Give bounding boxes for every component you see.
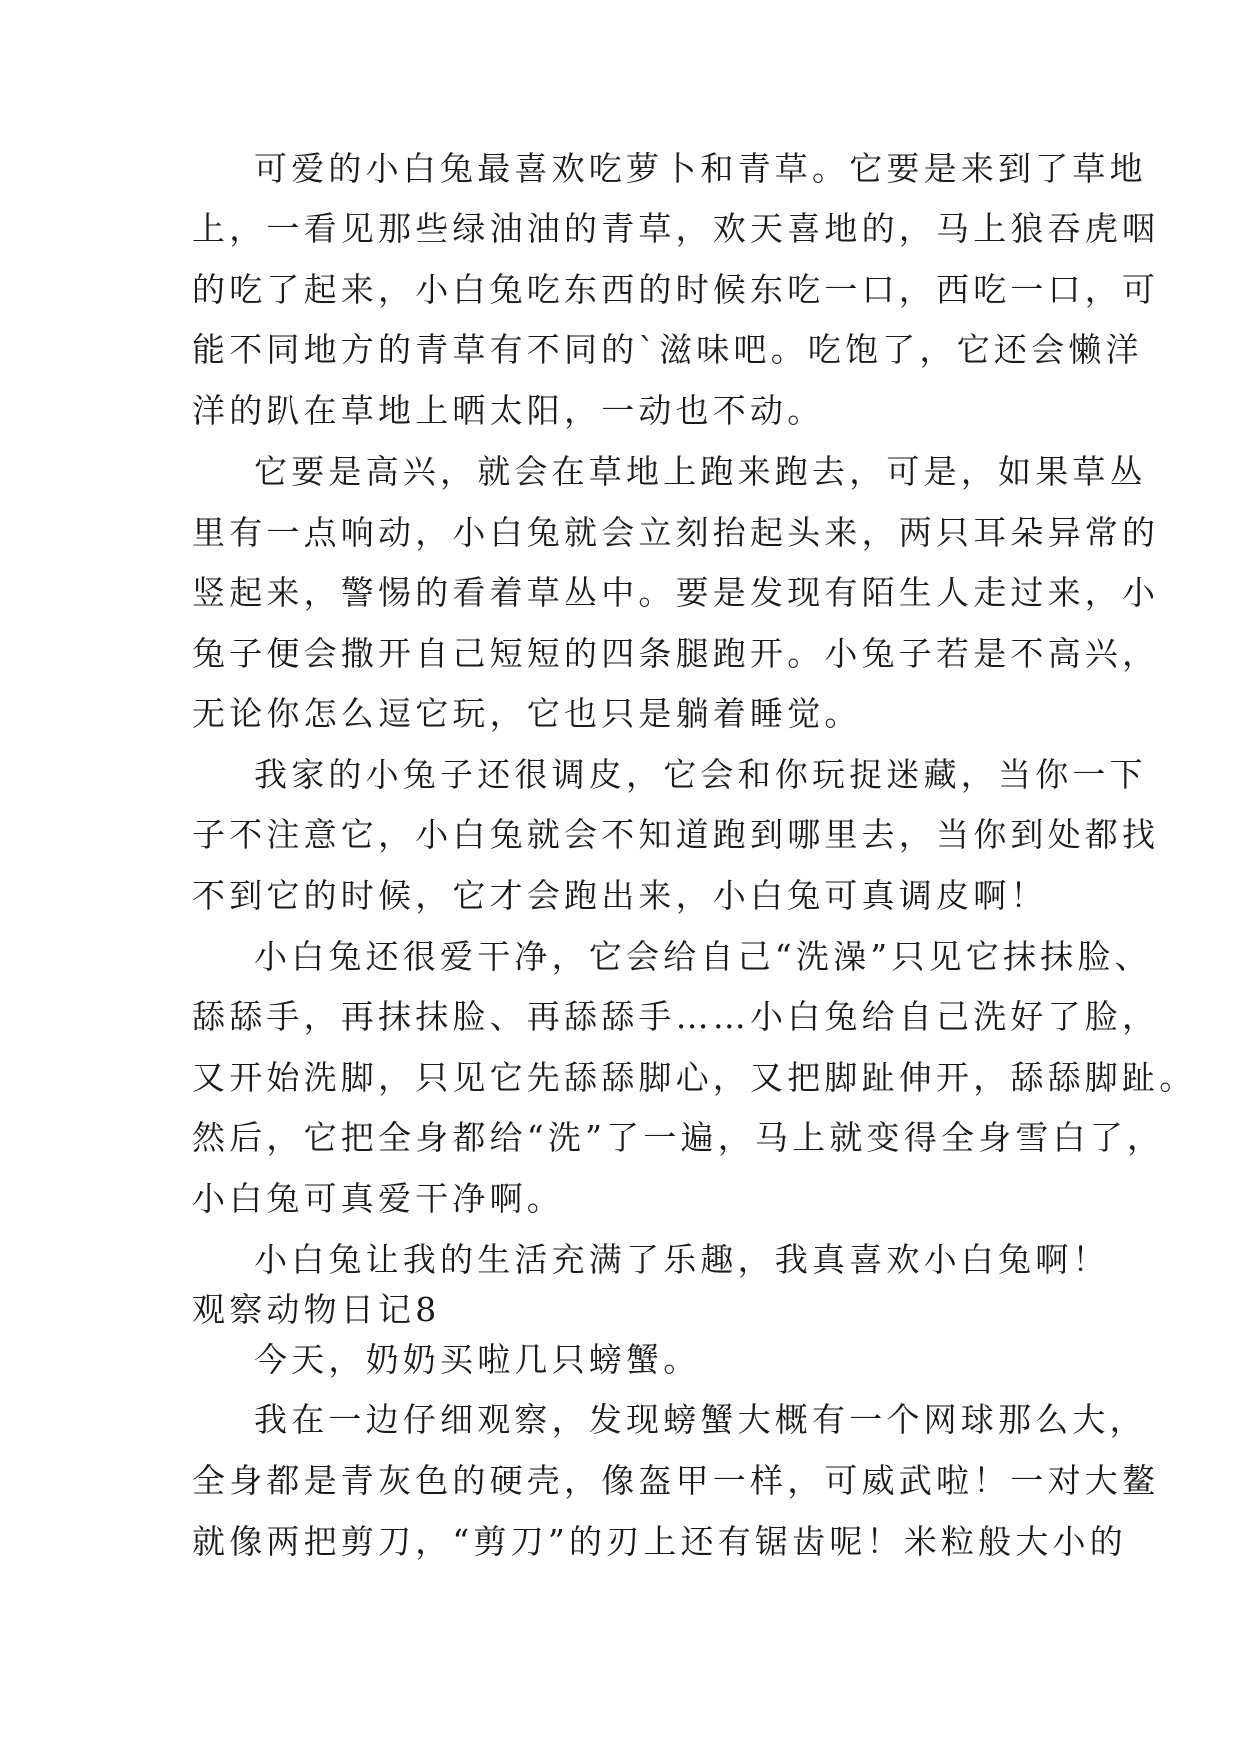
text-line: 无论你怎么逗它玩，它也只是躺着睡觉。 (192, 694, 862, 733)
text-line: 今天，奶奶买啦几只螃蟹。 (254, 1340, 701, 1379)
text-line: 子不注意它，小白兔就会不知道跑到哪里去，当你到处都找 (192, 815, 1160, 854)
text-line: 全身都是青灰色的硬壳，像盔甲一样，可威武啦！一对大鳌 (192, 1461, 1160, 1500)
text-line: 小白兔可真爱干净啊。 (192, 1179, 564, 1218)
text-line: 又开始洗脚，只见它先舔舔脚心，又把脚趾伸开，舔舔脚趾。 (192, 1058, 1197, 1097)
text-line: 竖起来，警惕的看着草丛中。要是发现有陌生人走过来，小 (192, 573, 1160, 612)
text-line: 小白兔还很爱干净，它会给自己“洗澡”只见它抹抹脸、 (254, 937, 1152, 976)
text-line: 兔子便会撒开自己短短的四条腿跑开。小兔子若是不高兴， (192, 634, 1160, 673)
text-line: 可爱的小白兔最喜欢吃萝卜和青草。它要是来到了草地 (254, 149, 1147, 188)
text-line: 它要是高兴，就会在草地上跑来跑去，可是，如果草丛 (254, 452, 1147, 491)
text-line: 里有一点响动，小白兔就会立刻抬起头来，两只耳朵异常的 (192, 513, 1160, 552)
text-line: 就像两把剪刀，“剪刀”的刃上还有锯齿呢！米粒般大小的 (192, 1522, 1127, 1561)
text-line: 舔舔手，再抹抹脸、再舔舔手……小白兔给自己洗好了脸， (192, 997, 1160, 1036)
text-line: 然后，它把全身都给“洗”了一遍，马上就变得全身雪白了， (192, 1118, 1165, 1157)
text-line: 不到它的时候，它才会跑出来，小白兔可真调皮啊！ (192, 876, 1048, 915)
text-line: 我家的小兔子还很调皮，它会和你玩捉迷藏，当你一下 (254, 755, 1147, 794)
section-heading: 观察动物日记8 (192, 1290, 441, 1329)
text-line: 的吃了起来，小白兔吃东西的时候东吃一口，西吃一口，可 (192, 270, 1160, 309)
text-line: 能不同地方的青草有不同的`滋味吧。吃饱了，它还会懒洋 (192, 330, 1143, 369)
text-line: 我在一边仔细观察，发现螃蟹大概有一个网球那么大， (254, 1400, 1147, 1439)
text-line: 小白兔让我的生活充满了乐趣，我真喜欢小白兔啊！ (254, 1240, 1110, 1279)
text-line: 上，一看见那些绿油油的青草，欢天喜地的，马上狼吞虎咽 (192, 209, 1160, 248)
text-line: 洋的趴在草地上晒太阳，一动也不动。 (192, 391, 825, 430)
